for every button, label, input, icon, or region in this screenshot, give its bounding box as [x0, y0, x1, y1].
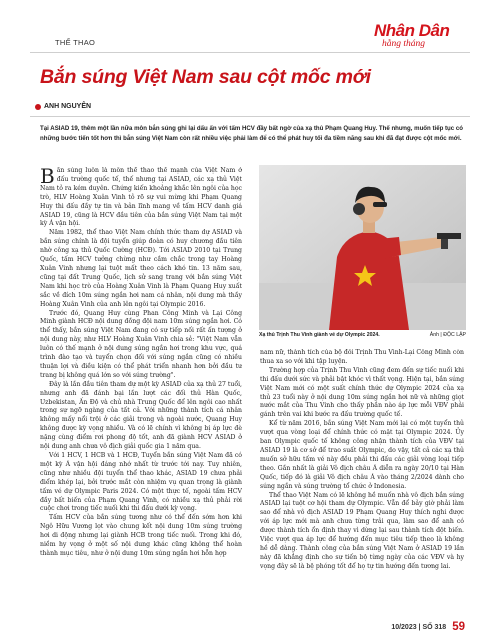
masthead-subtitle: hằng tháng — [382, 39, 426, 49]
paragraph: Kể từ năm 2016, bắn súng Việt Nam mới lại có một tuyển thủ vượt qua vòng loại để chính thức có mặt tại Olympic 2024. Ủy ban Olympic quốc tế không công nhận thành tích của VĐV tại ASIAD 19 là cơ sở để trao suất Olympic, do vậy, tất cả các xạ thủ muốn sở hữu tấm vé này đều phải thi đấu các giải vòng loại tiếp theo. Gần nhất là giải Vô địch châu Á diễn ra ngày 20/10 tại Hàn Quốc, tiếp đó là giải Vô địch châu Á vào tháng 2/2024 dành cho súng ngắn và súng trường tổ chức ở Indonesia. — [260, 420, 464, 490]
paragraph: Đây là lần đầu tiên tham dự một kỳ ASIAD của xạ thủ 27 tuổi, nhưng anh đã đánh bại lần lượt các đối thủ Hàn Quốc, Uzbekistan, Ấn Độ và chủ nhà Trung Quốc để lên ngôi cao nhất trong sự ngỡ ngàng của tất cả. Với những thành tích cá nhân không mấy nổi trội ở các giải trong và ngoài nước, Quang Huy không được kỳ vọng nhiều. Và có lẽ chính vì không bị áp lực đè nặng cùng điểm rơi phong độ tốt, anh đã giành HCV ASIAD ở nội dung anh chưa vô địch giải quốc gia 1 năm qua. — [40, 380, 242, 451]
paragraph: nam nữ, thành tích của bộ đôi Trịnh Thu Vinh-Lại Công Minh còn thua xa so với khi tập luyện. — [260, 349, 464, 365]
article-title: Bắn súng Việt Nam sau cột mốc mới — [40, 66, 371, 88]
paragraph: Năm 1982, thể thao Việt Nam chính thức tham dự ASIAD và bắn súng chính là đội tuyển giúp đoàn có huy chương đầu tiên nhờ công xạ thủ Quốc Cường (HCĐ). Tới ASIAD 2010 tại Trung Quốc, tấm HCV tưởng chừng như cầm chắc trong tay Hoàng Xuân Vinh nhưng lại tuột mất theo cách khó tin. 13 năm sau, cũng tại đất Trung Quốc, lịch sử sang trang với bắn súng Việt Nam khi học trò của Hoàng Xuân Vinh là Phạm Quang Huy xuất sắc về đích 10m súng ngắn hơi nam cá nhân, nội dung mà thầy Hoàng Xuân Vinh của anh lên ngôi tại Olympic 2016. — [40, 229, 242, 308]
paragraph: Trước đó, Quang Huy cùng Phan Công Minh và Lại Công Minh giành HCĐ nội dung đồng đội nam 10m súng ngắn hơi. Có thể thấy, bắn súng Việt Nam đang có sự tiếp nối rất ấn tượng ở nội dung này, như HLV Hoàng Xuân Vinh chia sẻ: "Việt Nam vẫn luôn có thế mạnh ở nội dung súng ngắn hơi trong khu vực, quá trình đào tạo và tuyển chọn đối với súng ngắn cũng có nhiều thuận lợi và điều kiện có thể phát triển nhanh hơn bởi đầu tư trang bị không quá lớn so với súng trường". — [40, 309, 242, 379]
paragraph-text: ắn súng luôn là môn thể thao thế mạnh của Việt Nam ở đấu trường quốc tế, thế nhưng tại ASIAD, các xạ thủ Việt Nam tỏ ra kém duyên. Chứng kiến khoảng khắc lên ngôi của học trò, HLV Hoàng Xuân Vinh tỏ rõ sự vui mừng khi Phạm Quang Huy thi đấu đầy tự tin và bản lĩnh mang về tấm HCV danh giá ASIAD 19, cũng là HCV đầu tiên của bắn súng Việt Nam tại một kỳ Á vận hội. — [40, 167, 242, 228]
article-column-left — [40, 167, 242, 617]
byline-dot-icon — [35, 104, 41, 110]
byline-rule — [30, 116, 470, 117]
paragraph: Tấm HCV của bắn súng tương như có thể đến sớm hơn khi Ngô Hữu Vương lọt vào chung kết nội dung 10m súng trường hơi di động nhưng lại giành HCB trong tiếc nuối. Trong khi đó, niềm hy vọng ở một số nội dung khác cũng không thể hoàn thành mục tiêu, như ở nội dung 10m súng ngắn hơi hỗn hợp — [40, 514, 242, 557]
dropcap: B — [40, 167, 55, 188]
section-label: THỂ THAO — [55, 38, 96, 47]
page-footer — [391, 621, 465, 633]
photo-caption-bar — [259, 332, 466, 338]
article-column-right — [260, 349, 464, 614]
header-rule — [30, 52, 470, 53]
paragraph: Trường hợp của Trịnh Thu Vinh cũng đem đến sự tiếc nuối khi thi đấu dưới sức và phải bật khóc vì thất vọng. Hiện tại, bắn súng Việt Nam mới có một suất chính thức dự Olympic 2024 của xạ thủ 23 tuổi này ở nội dung 10m súng ngắn hơi nữ và những giọt nước mắt của Thu Vinh cho thấy phần nào áp lực mỗi VĐV phải gánh trên vai khi bước ra đấu trường quốc tế. — [260, 366, 464, 419]
issue-info: 10/2023 | SỐ 318 — [391, 623, 447, 631]
paragraph: Thể thao Việt Nam có lẽ không hề muốn nhà vô địch bắn súng ASIAD lại tuột cơ hội tham dự Olympic. Vẫn để bảy giờ phải làm sao để nhà vô địch ASIAD 19 Phạm Quang Huy thích nghi được với áp lực mới mà anh chưa từng trải qua, làm sao để anh có được thành tích ổn định thay vì dừng lại sau thành tích đột biến. Việc vượt qua áp lực để hướng đến mục tiêu tiếp theo là không hề dễ dàng. Thành công của bắn súng Việt Nam ở ASIAD 19 lần này đã khẳng định cho sự tiến bộ từng ngày của các VĐV và hy vọng đây sẽ là bệ phóng tốt để họ tự tin hướng đến tương lai. — [260, 491, 464, 570]
article-photo — [259, 165, 466, 330]
shooter-photo-illustration — [259, 165, 466, 330]
masthead-logo — [374, 22, 466, 54]
masthead-title: Nhân Dân — [374, 21, 450, 40]
photo-caption: Xạ thủ Trịnh Thu Vinh giành vé dự Olympic 2024. — [259, 332, 380, 338]
paragraph: Với 1 HCV, 1 HCB và 1 HCĐ, Tuyển bắn súng Việt Nam đã có một kỳ Á vận hội đáng nhớ nhất từ trước tới nay. Tuy nhiên, cũng như nhiều đội tuyển thể thao khác, ASIAD 19 chưa phải điểm khép lại, bởi trước mắt còn nhiệm vụ quan trọng là giành tấm vé dự Olympic Paris 2024. Có một thực tế, ngoài tấm HCV đầy bất biến của Phạm Quang Vinh, có nhiều xạ thủ phải rời cuộc chơi trong tiếc nuối khi thi đấu dưới kỳ vọng. — [40, 452, 242, 513]
page-number: 59 — [452, 621, 465, 633]
paragraph — [40, 167, 242, 229]
byline — [35, 103, 91, 110]
author-name: ANH NGUYÊN — [44, 103, 92, 110]
photo-credit: Ảnh | ĐỘC LẬP — [429, 332, 466, 338]
article-sapo: Tại ASIAD 19, thêm một lần nữa môn bắn súng ghi lại dấu ấn với tấm HCV đầy bất ngờ của xạ thủ Phạm Quang Huy. Thế nhưng, muốn tiếp tục có những bước tiến tốt hơn thì bắn súng Việt Nam còn rất nhiều việc phải làm để có thể phát huy tối đa tiềm năng sau khi đã đạt được cột mốc mới. — [40, 125, 463, 142]
